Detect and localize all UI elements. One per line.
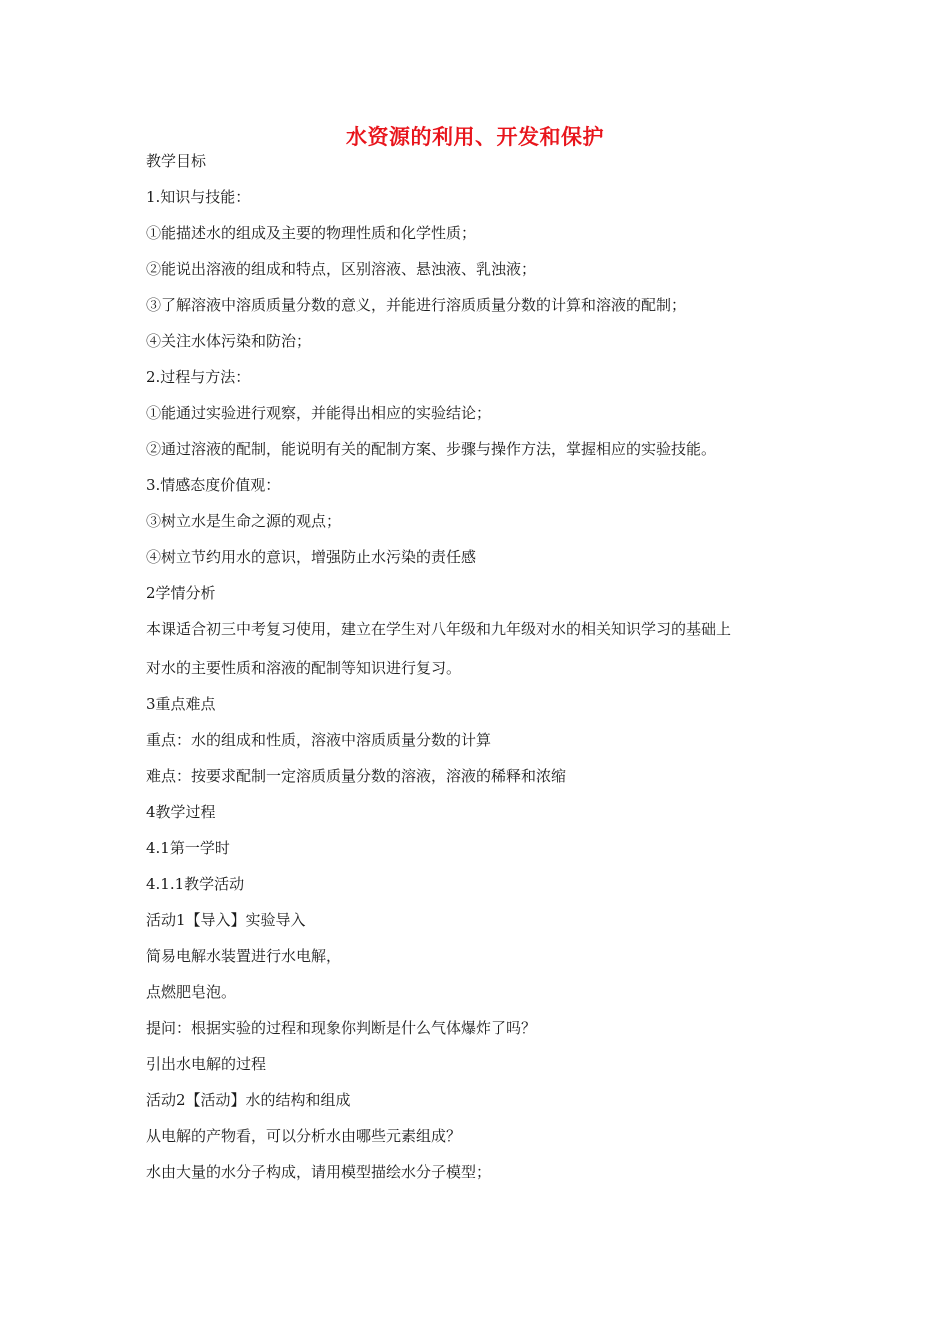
paragraph-line: ③树立水是生命之源的观点； <box>146 512 342 530</box>
paragraph-line: ④树立节约用水的意识，增强防止水污染的责任感 <box>146 548 477 566</box>
paragraph-line: ①能描述水的组成及主要的物理性质和化学性质； <box>146 224 477 242</box>
paragraph-line: 提问：根据实验的过程和现象你判断是什么气体爆炸了吗？ <box>146 1019 537 1037</box>
paragraph-line: ④关注水体污染和防治； <box>146 332 312 350</box>
paragraph-line: 对水的主要性质和溶液的配制等知识进行复习。 <box>146 659 462 677</box>
paragraph-line: 点燃肥皂泡。 <box>146 983 237 1001</box>
paragraph-line: ②能说出溶液的组成和特点，区别溶液、悬浊液、乳浊液； <box>146 260 537 278</box>
paragraph-line: 教学目标 <box>146 152 207 170</box>
paragraph-line: 活动1【导入】实验导入 <box>146 911 306 929</box>
paragraph-line: 4教学过程 <box>146 803 216 821</box>
paragraph-line: 2学情分析 <box>146 584 216 602</box>
paragraph-line: 重点：水的组成和性质，溶液中溶质质量分数的计算 <box>146 731 492 749</box>
paragraph-line: 水由大量的水分子构成，请用模型描绘水分子模型； <box>146 1163 492 1181</box>
paragraph-line: 引出水电解的过程 <box>146 1055 267 1073</box>
paragraph-line: ②通过溶液的配制，能说明有关的配制方案、步骤与操作方法，掌握相应的实验技能。 <box>146 440 717 458</box>
paragraph-line: 简易电解水装置进行水电解， <box>146 947 342 965</box>
paragraph-line: 活动2【活动】水的结构和组成 <box>146 1091 351 1109</box>
paragraph-line: 4.1第一学时 <box>146 839 230 857</box>
paragraph-line: ③了解溶液中溶质质量分数的意义，并能进行溶质质量分数的计算和溶液的配制； <box>146 296 687 314</box>
paragraph-line: 本课适合初三中考复习使用，建立在学生对八年级和九年级对水的相关知识学习的基础上 <box>146 620 732 638</box>
paragraph-line: 2.过程与方法： <box>146 368 251 386</box>
paragraph-line: 3重点难点 <box>146 695 216 713</box>
paragraph-line: 1.知识与技能： <box>146 188 251 206</box>
paragraph-line: 难点：按要求配制一定溶质质量分数的溶液，溶液的稀释和浓缩 <box>146 767 567 785</box>
document-title: 水资源的利用、开发和保护 <box>346 125 604 149</box>
paragraph-line: 3.情感态度价值观： <box>146 476 281 494</box>
paragraph-line: 从电解的产物看，可以分析水由哪些元素组成？ <box>146 1127 462 1145</box>
paragraph-line: ①能通过实验进行观察，并能得出相应的实验结论； <box>146 404 492 422</box>
paragraph-line: 4.1.1教学活动 <box>146 875 245 893</box>
